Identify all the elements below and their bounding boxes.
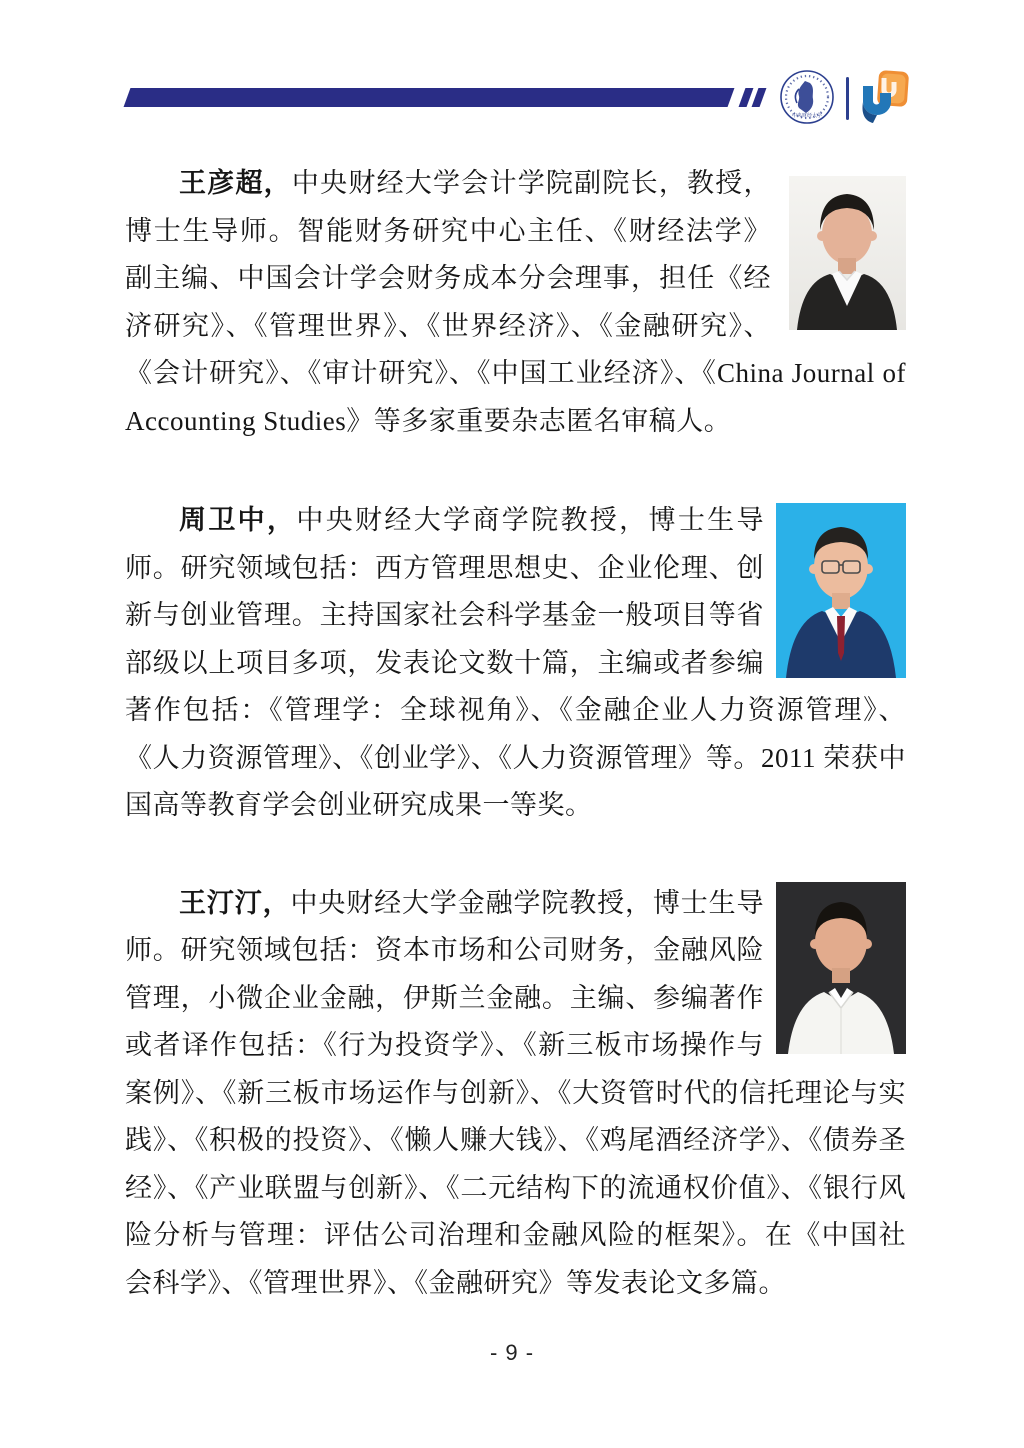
header-slash-icon (739, 88, 754, 107)
professor-bio: 中央财经大学商学院教授，博士生导师。研究领域包括：西方管理思想史、企业伦理、创新与创业管理。主持国家社会科学基金一般项目等省部级以上项目多项，发表论文数十篇，主编或者参编著作包括：《管理学：全球视角》、《金融企业人力资源管理》、《人力资源管理》、《创业学》、《人力资源管理》等。2011 荣获中国高等教育学会创业研究成果一等奖。 (125, 505, 906, 820)
page-content (125, 160, 906, 1307)
professor-profile-2 (125, 497, 906, 830)
brand-logo-icon (857, 66, 911, 128)
professor-name: 王汀汀， (179, 887, 291, 918)
university-seal-icon (779, 69, 835, 125)
page-number: - 9 - (489, 1340, 535, 1365)
professor-name: 王彦超， (179, 168, 292, 198)
professor-profile-1 (125, 160, 906, 445)
professor-profile-3 (125, 880, 906, 1308)
page-header (0, 0, 1024, 150)
professor-photo (776, 882, 906, 1054)
professor-photo (789, 176, 906, 330)
seal-text: 中央财经大学 (791, 114, 823, 119)
professor-bio: 中央财经大学金融学院教授，博士生导师。研究领域包括：资本市场和公司财务，金融风险管理，小微企业金融，伊斯兰金融。主编、参编著作或者译作包括：《行为投资学》、《新三板市场操作与案例》、《新三板市场运作与创新》、《大资管时代的信托理论与实践》、《积极的投资》、《懒人赚大钱》、《鸡尾酒经济学》、《债券圣经》、《产业联盟与创新》、《二元结构下的流通权价值》、《银行风险分析与管理：评估公司治理和金融风险的框架》。在《中国社会科学》、《管理世界》、《金融研究》等发表论文多篇。 (125, 887, 906, 1298)
professor-name: 周卫中， (179, 505, 297, 535)
header-rule-bar (124, 88, 735, 107)
professor-bio: 中央财经大学会计学院副院长，教授，博士生导师。智能财务研究中心主任、《财经法学》副主编、中国会计学会财务成本分会理事，担任《经济研究》、《管理世界》、《世界经济》、《金融研究》、《会计研究》、《审计研究》、《中国工业经济》、《China Journal of Accounting Studies》等多家重要杂志匿名审稿人。 (125, 168, 906, 436)
professor-photo (776, 503, 906, 678)
header-divider (846, 77, 849, 120)
header-slash-icon (752, 88, 767, 107)
